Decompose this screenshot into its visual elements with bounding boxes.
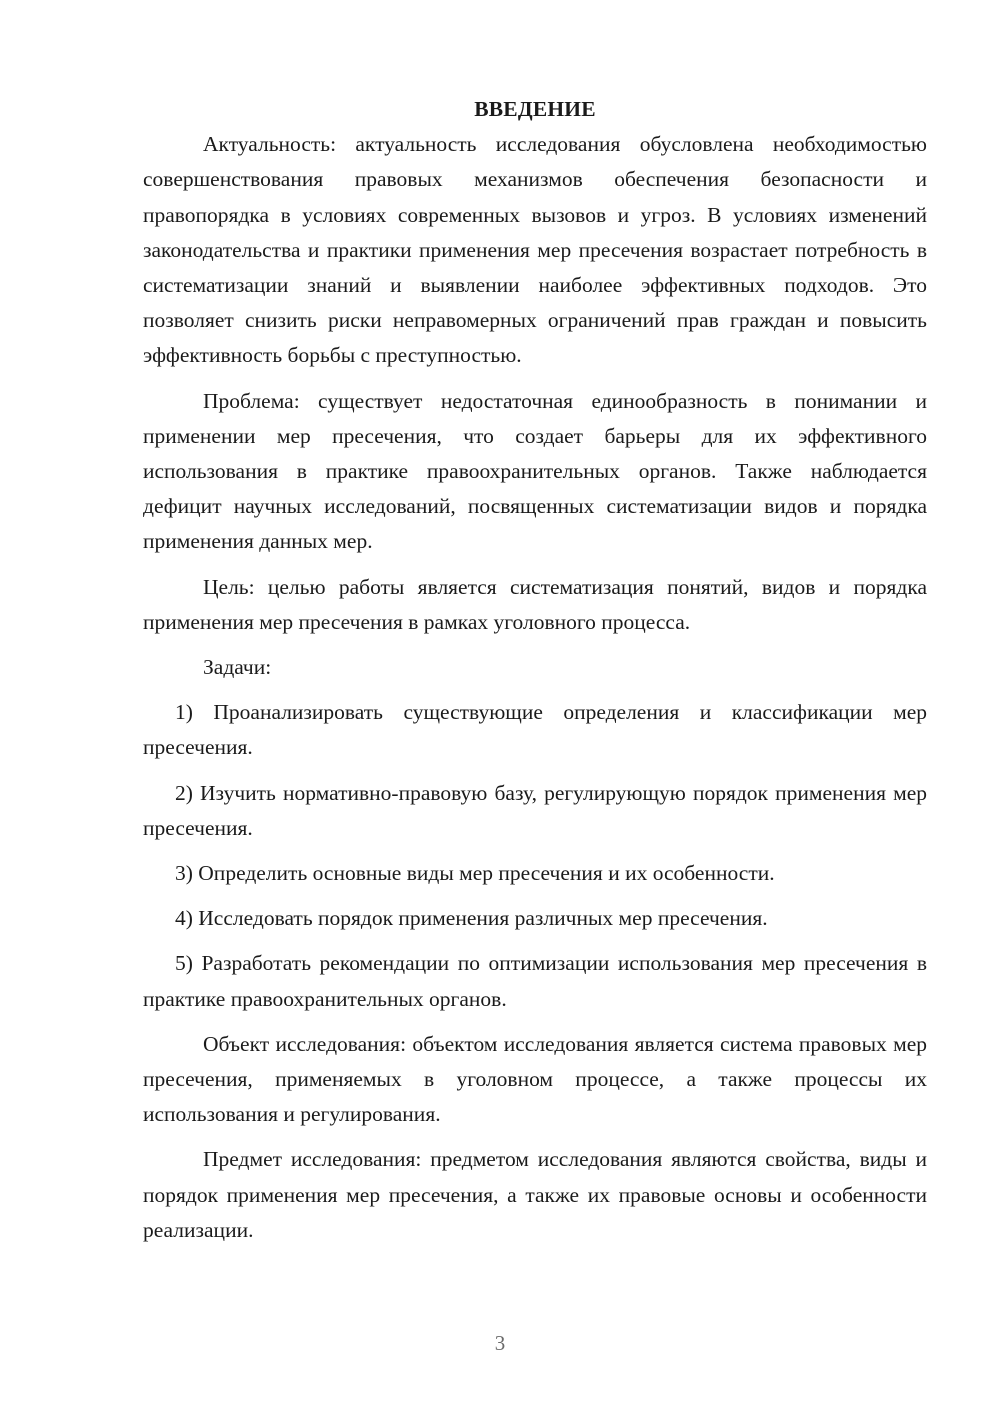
paragraph-subject: Предмет исследования: предметом исследования являются свойства, виды и порядок применения мер пресечения, а также их правовые основы и особенности реализации.	[143, 1147, 927, 1242]
section-title: ВВЕДЕНИЕ	[474, 97, 596, 121]
task-item-5: 5) Разработать рекомендации по оптимизации использования мер пресечения в практике правоохранительных органов.	[143, 951, 927, 1011]
task-item-3: 3) Определить основные виды мер пресечения и их особенности.	[175, 861, 775, 886]
task-item-1: 1) Проанализировать существующие определения и классификации мер пресечения.	[143, 700, 927, 760]
paragraph-object: Объект исследования: объектом исследования является система правовых мер пресечения, применяемых в уголовном процессе, а также процессы их использования и регулирования.	[143, 1031, 927, 1127]
paragraph-problem: Проблема: существует недостаточная единообразность в понимании и применении мер пресечения, что создает барьеры для их эффективного использования в практике правоохранительных органов. Также наблюдается дефицит научных исследований, посвященных систематизации видов и порядка применения данных мер.	[143, 388, 927, 554]
paragraph-tasks-heading: Задачи:	[203, 655, 272, 680]
paragraph-goal: Цель: целью работы является систематизация понятий, видов и порядка применения мер пресечения в рамках уголовного процесса.	[143, 574, 927, 634]
task-item-2: 2) Изучить нормативно-правовую базу, регулирующую порядок применения мер пресечения.	[143, 780, 927, 840]
task-item-4: 4) Исследовать порядок применения различных мер пресечения.	[175, 906, 768, 931]
paragraph-relevance: Актуальность: актуальность исследования обусловлена необходимостью совершенствования правовых механизмов обеспечения безопасности и правопорядка в условиях современных вызовов и угроз. В условиях изменений законодательства и практики применения мер пресечения возрастает потребность в систематизации знаний и выявлении наиболее эффективных подходов. Это позволяет снизить риски неправомерных ограничений прав граждан и повысить эффективность борьбы с преступностью.	[143, 132, 927, 368]
document-body	[143, 92, 927, 1258]
page-number: 3	[494, 1331, 506, 1355]
